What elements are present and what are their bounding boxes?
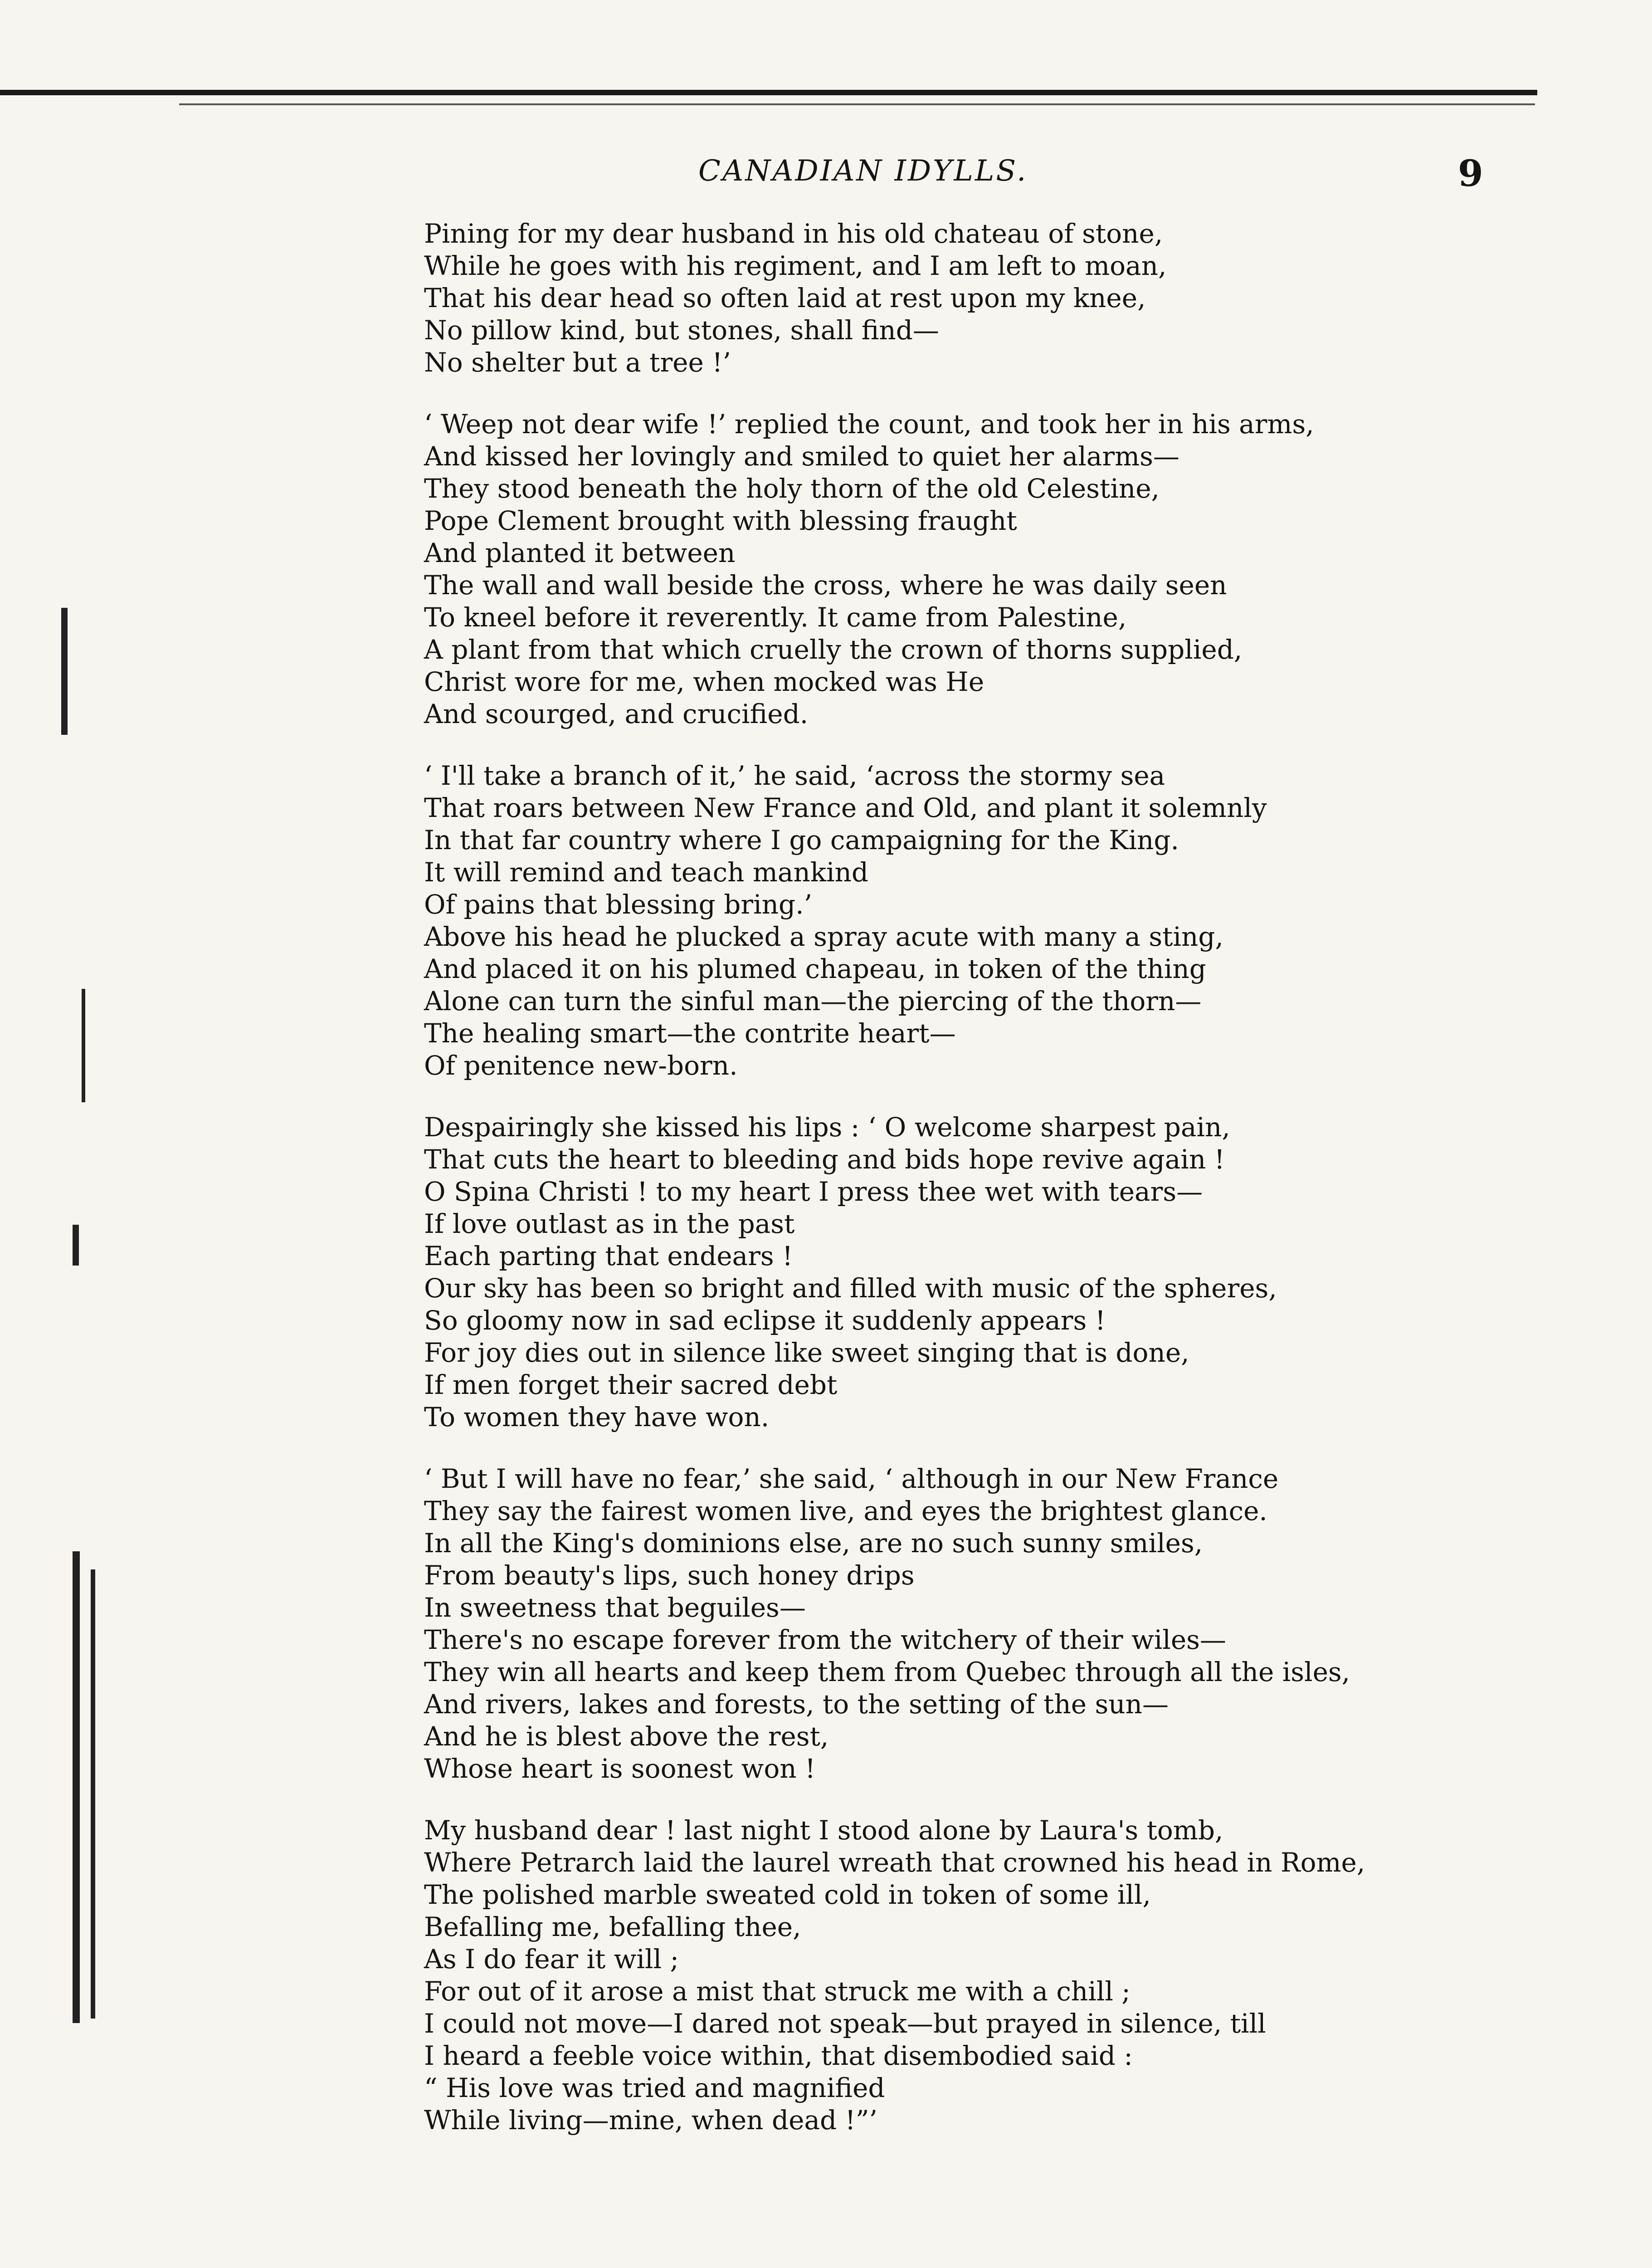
verse-line: ‘ I'll take a branch of it,’ he said, ‘across the stormy sea	[424, 760, 1165, 791]
poem-body	[424, 218, 1467, 2166]
verse-line: While living—mine, when dead !”’	[424, 2105, 877, 2136]
verse-line: And scourged, and crucified.	[424, 699, 809, 729]
verse-line: Despairingly she kissed his lips : ‘ O welcome sharpest pain,	[424, 1112, 1230, 1143]
stanza	[424, 1814, 1467, 2136]
verse-line: Whose heart is soonest won !	[424, 1753, 816, 1784]
verse-line: For joy dies out in silence like sweet singing that is done,	[424, 1337, 1189, 1368]
verse-line: And kissed her lovingly and smiled to quiet her alarms—	[424, 441, 1179, 472]
verse-line: In all the King's dominions else, are no such sunny smiles,	[424, 1528, 1203, 1559]
stanza	[424, 1463, 1467, 1785]
verse-line: They stood beneath the holy thorn of the old Celestine,	[424, 473, 1160, 504]
verse-line: ‘ Weep not dear wife !’ replied the count, and took her in his arms,	[424, 409, 1314, 440]
verse-line: No shelter but a tree !’	[424, 347, 731, 378]
verse-line: No pillow kind, but stones, shall find—	[424, 315, 939, 346]
page-number: 9	[1458, 152, 1483, 195]
verse-line: If love outlast as in the past	[424, 1208, 795, 1239]
verse-line: Of pains that blessing bring.’	[424, 889, 813, 920]
verse-line: “ His love was tried and magnified	[424, 2072, 885, 2103]
verse-line: As I do fear it will ;	[424, 1944, 679, 1975]
top-rule	[0, 90, 1537, 95]
margin-mark	[73, 1225, 79, 1266]
verse-line: I heard a feeble voice within, that disembodied said :	[424, 2040, 1133, 2071]
verse-line: And planted it between	[424, 538, 736, 568]
verse-line: ‘ But I will have no fear,’ she said, ‘ although in our New France	[424, 1463, 1279, 1494]
verse-line: Pining for my dear husband in his old chateau of stone,	[424, 218, 1163, 249]
verse-line: The polished marble sweated cold in token of some ill,	[424, 1879, 1151, 1910]
verse-line: While he goes with his regiment, and I am left to moan,	[424, 250, 1167, 281]
top-rule-secondary	[179, 103, 1535, 105]
verse-line: For out of it arose a mist that struck me with a chill ;	[424, 1976, 1131, 2007]
verse-line: There's no escape forever from the witchery of their wiles—	[424, 1624, 1226, 1655]
verse-line: O Spina Christi ! to my heart I press thee wet with tears—	[424, 1176, 1203, 1207]
verse-line: Above his head he plucked a spray acute with many a sting,	[424, 921, 1223, 952]
margin-mark	[73, 1551, 80, 2023]
verse-line: My husband dear ! last night I stood alone by Laura's tomb,	[424, 1815, 1223, 1846]
verse-line: They say the fairest women live, and eyes the brightest glance.	[424, 1496, 1267, 1526]
verse-line: They win all hearts and keep them from Quebec through all the isles,	[424, 1657, 1350, 1687]
verse-line: From beauty's lips, such honey drips	[424, 1560, 915, 1591]
verse-line: I could not move—I dared not speak—but prayed in silence, till	[424, 2008, 1266, 2039]
verse-line: Of penitence new-born.	[424, 1050, 738, 1081]
verse-line: That his dear head so often laid at rest upon my knee,	[424, 283, 1146, 313]
verse-line: Our sky has been so bright and filled with music of the spheres,	[424, 1273, 1277, 1304]
stanza	[424, 408, 1467, 730]
verse-line: It will remind and teach mankind	[424, 857, 868, 888]
running-title: CANADIAN IDYLLS.	[698, 154, 1028, 188]
verse-line: Each parting that endears !	[424, 1241, 793, 1271]
verse-line: To kneel before it reverently. It came from Palestine,	[424, 602, 1127, 633]
verse-line: A plant from that which cruelly the crown of thorns supplied,	[424, 634, 1243, 665]
verse-line: If men forget their sacred debt	[424, 1369, 838, 1400]
verse-line: In sweetness that beguiles—	[424, 1592, 806, 1623]
verse-line: And rivers, lakes and forests, to the setting of the sun—	[424, 1689, 1169, 1720]
verse-line: And placed it on his plumed chapeau, in token of the thing	[424, 953, 1206, 984]
verse-line: Christ wore for me, when mocked was He	[424, 666, 984, 697]
verse-line: Pope Clement brought with blessing fraught	[424, 505, 1017, 536]
verse-line: To women they have won.	[424, 1402, 770, 1432]
verse-line: So gloomy now in sad eclipse it suddenly appears !	[424, 1305, 1106, 1336]
stanza	[424, 760, 1467, 1082]
verse-line: That cuts the heart to bleeding and bids hope revive again !	[424, 1144, 1225, 1175]
verse-line: The healing smart—the contrite heart—	[424, 1018, 956, 1049]
margin-mark	[82, 989, 85, 1102]
verse-line: Alone can turn the sinful man—the piercing of the thorn—	[424, 986, 1202, 1017]
margin-mark	[91, 1569, 95, 2019]
verse-line: Where Petrarch laid the laurel wreath that crowned his head in Rome,	[424, 1847, 1365, 1878]
verse-line: And he is blest above the rest,	[424, 1721, 829, 1752]
stanza	[424, 1111, 1467, 1433]
verse-line: The wall and wall beside the cross, where he was daily seen	[424, 570, 1227, 601]
margin-mark	[61, 608, 68, 735]
verse-line: That roars between New France and Old, and plant it solemnly	[424, 792, 1267, 823]
stanza	[424, 218, 1467, 379]
verse-line: Befalling me, befalling thee,	[424, 1911, 801, 1942]
verse-line: In that far country where I go campaigning for the King.	[424, 825, 1179, 855]
